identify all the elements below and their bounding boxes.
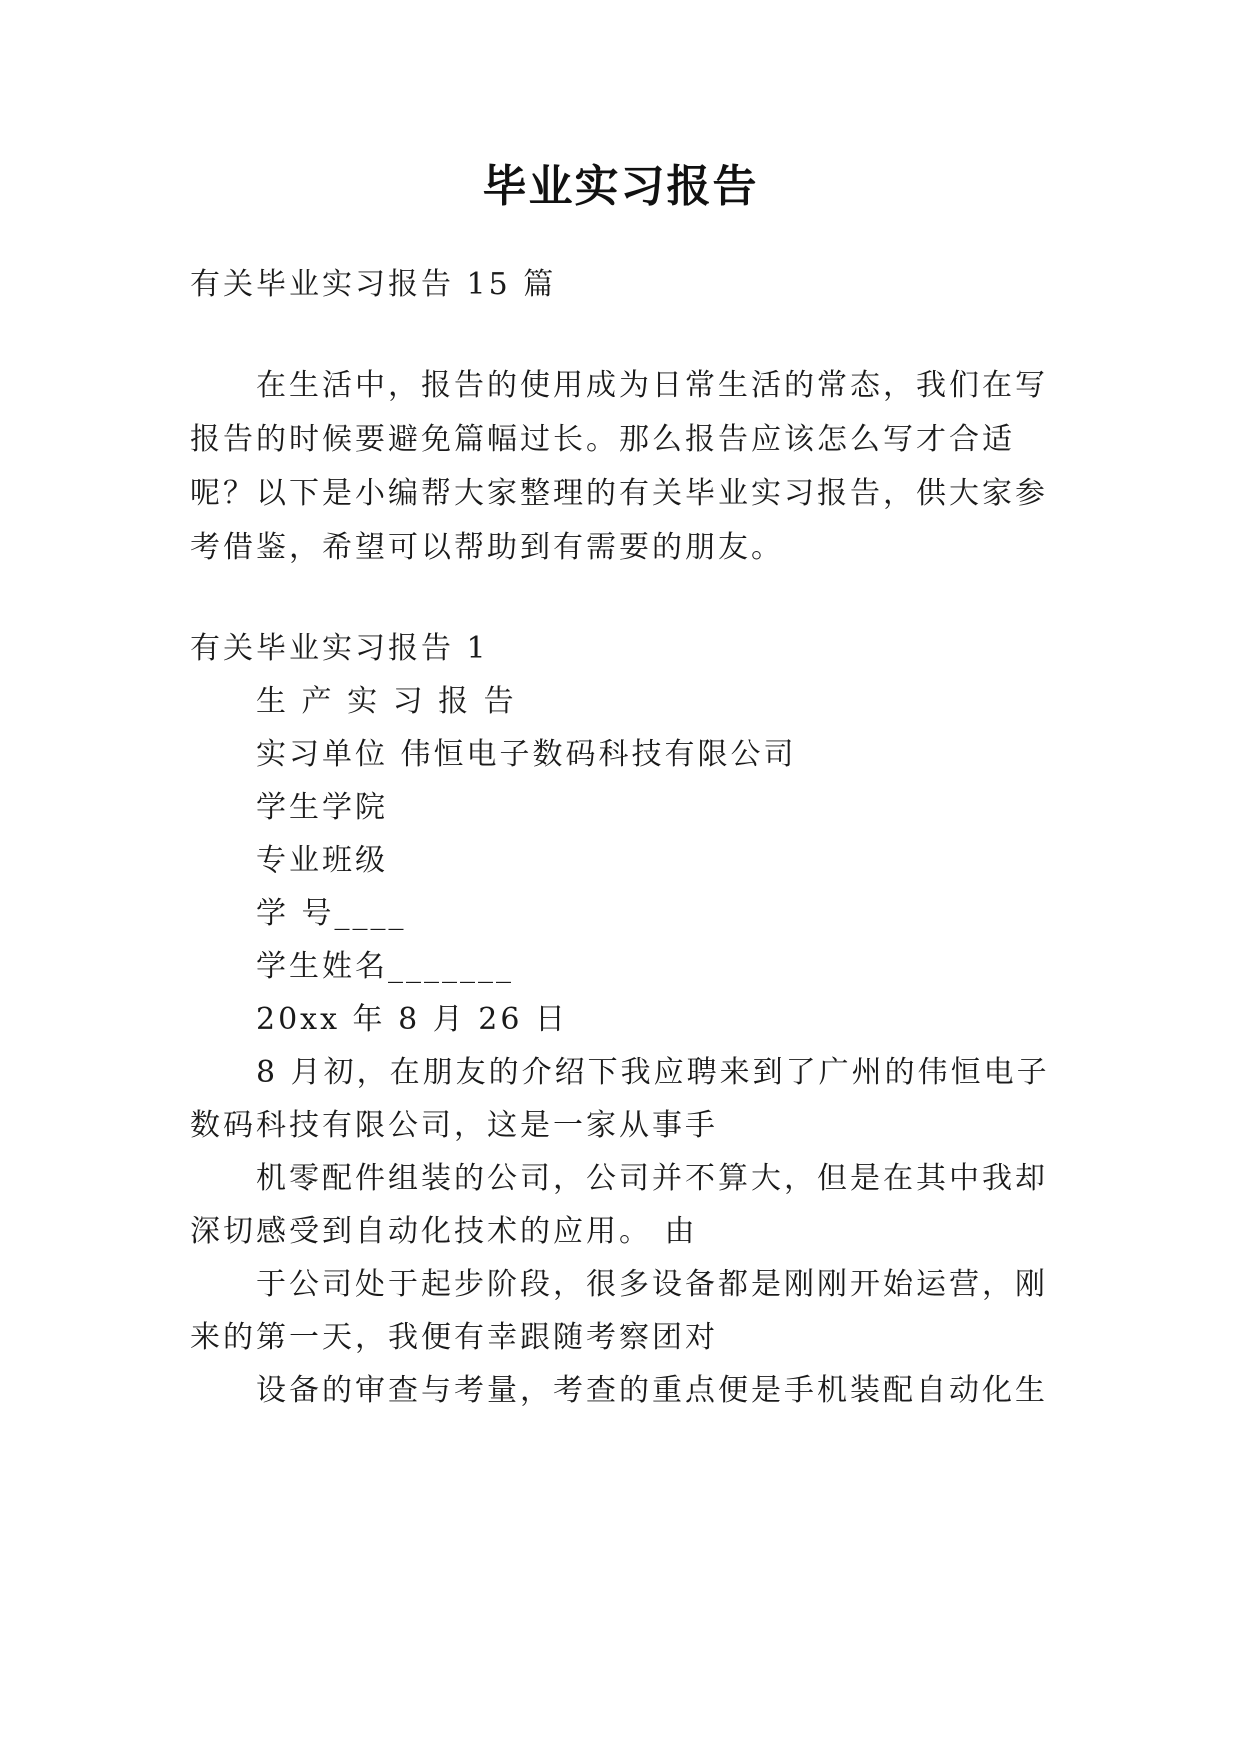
- body-line: 来的第一天，我便有幸跟随考察团对: [190, 1320, 718, 1355]
- student-college: 学生学院: [256, 790, 388, 825]
- intro-line: 考借鉴，希望可以帮助到有需要的朋友。: [190, 530, 784, 565]
- report-title: 生 产 实 习 报 告: [256, 684, 517, 719]
- major-class: 专业班级: [256, 843, 388, 878]
- student-name: 学生姓名_______: [256, 949, 514, 984]
- report-date: 20xx 年 8 月 26 日: [256, 1002, 568, 1037]
- intro-line: 报告的时候要避免篇幅过长。那么报告应该怎么写才合适: [190, 422, 1015, 457]
- student-id: 学 号____: [256, 896, 407, 931]
- section-heading: 有关毕业实习报告 1: [190, 631, 489, 666]
- internship-unit: 实习单位 伟恒电子数码科技有限公司: [256, 737, 797, 772]
- intro-line: 在生活中，报告的使用成为日常生活的常态，我们在写: [256, 368, 1048, 403]
- intro-line: 呢？以下是小编帮大家整理的有关毕业实习报告，供大家参: [190, 476, 1048, 511]
- body-line: 深切感受到自动化技术的应用。 由: [190, 1214, 698, 1249]
- body-line: 8 月初，在朋友的介绍下我应聘来到了广州的伟恒电子: [256, 1055, 1050, 1090]
- body-line: 数码科技有限公司，这是一家从事手: [190, 1108, 718, 1143]
- body-line: 设备的审查与考量，考查的重点便是手机装配自动化生: [256, 1373, 1048, 1408]
- document-subtitle: 有关毕业实习报告 15 篇: [190, 267, 557, 302]
- body-line: 机零配件组装的公司，公司并不算大，但是在其中我却: [256, 1161, 1048, 1196]
- document-title: 毕业实习报告: [482, 161, 759, 212]
- body-line: 于公司处于起步阶段，很多设备都是刚刚开始运营，刚: [256, 1267, 1048, 1302]
